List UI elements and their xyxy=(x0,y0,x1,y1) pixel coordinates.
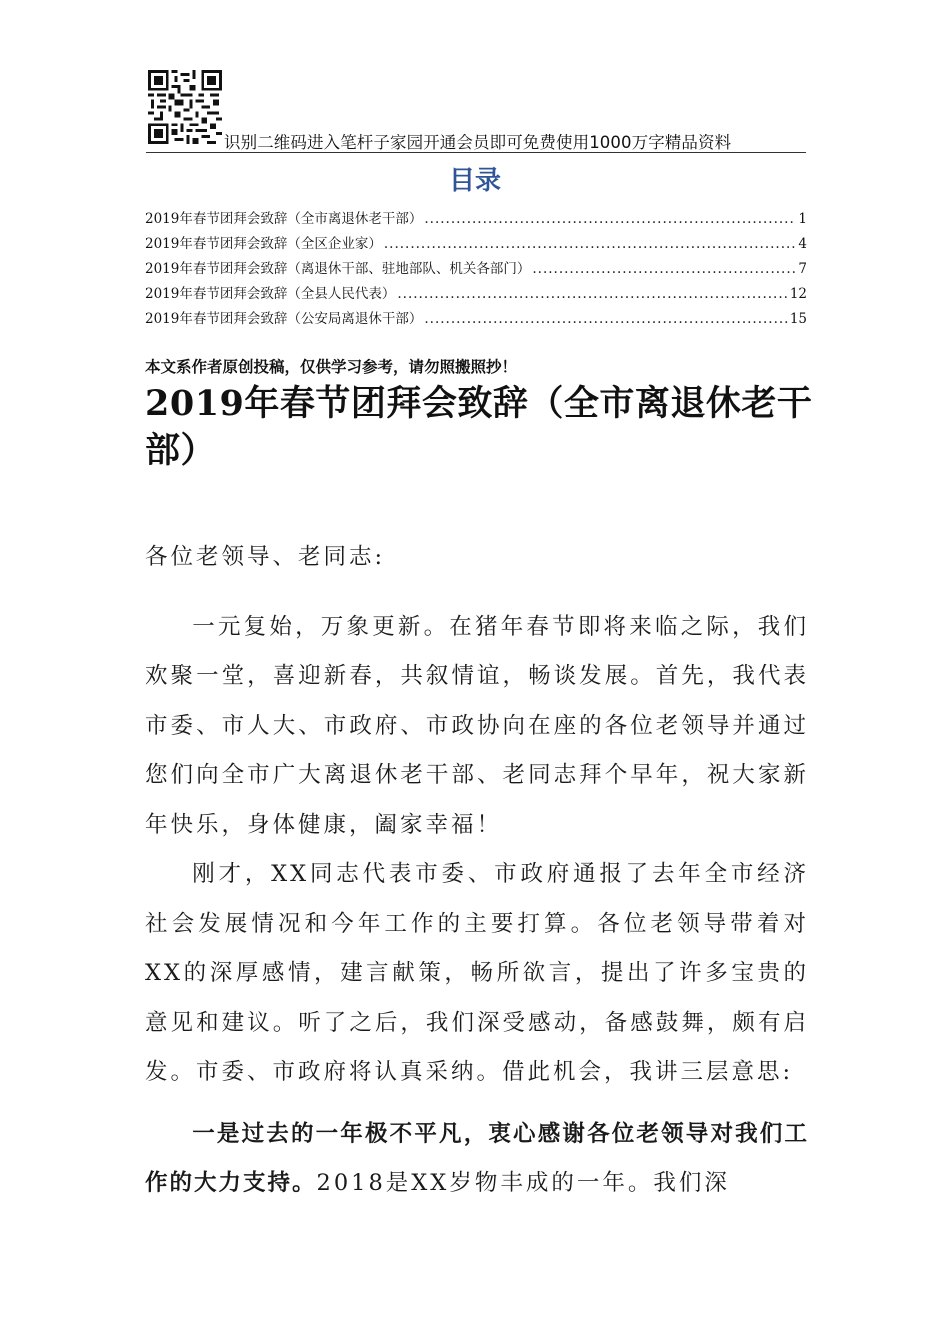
toc-leader-dots xyxy=(424,211,796,227)
toc-title: 目录 xyxy=(448,166,501,196)
toc-entry-page: 4 xyxy=(798,236,807,252)
toc-leader-dots xyxy=(424,311,787,327)
toc-entry-title: 2019年春节团拜会致辞（离退休干部、驻地部队、机关各部门） xyxy=(145,261,531,277)
paragraph-lead: 一是过去的一年极不平凡，衷心感谢各位老领导对我们工作的大力支持。 xyxy=(145,1120,809,1196)
salutation: 各位老领导、老同志: xyxy=(145,544,386,570)
toc-entry-page: 7 xyxy=(798,261,807,277)
toc-entry-page: 15 xyxy=(789,311,807,327)
toc-entry[interactable] xyxy=(145,207,807,232)
qr-code-icon[interactable] xyxy=(148,70,222,144)
copyright-notice: 本文系作者原创投稿，仅供学习参考，请勿照搬照抄！ xyxy=(145,357,518,376)
paragraph: 一元复始，万象更新。在猪年春节即将来临之际，我们欢聚一堂，喜迎新春，共叙情谊，畅谈发展。首先，我代表市委、市人大、市政府、市政协向在座的各位老领导并通过您们向全市广大离退休老干部、老同志拜个早年，祝大家新年快乐，身体健康，阖家幸福！ xyxy=(145,613,809,838)
header-banner: 识别二维码进入笔杆子家园开通会员即可免费使用1000万字精品资料 xyxy=(224,133,732,152)
spacer xyxy=(145,583,809,603)
article-title: 2019年春节团拜会致辞（全市离退休老干部） xyxy=(145,383,813,471)
article-body xyxy=(145,533,809,1209)
toc-entry[interactable] xyxy=(145,257,807,282)
spacer xyxy=(145,1098,809,1110)
toc-entry-title: 2019年春节团拜会致辞（公安局离退休干部） xyxy=(145,311,423,327)
toc-entry-page: 1 xyxy=(798,211,807,227)
paragraph: 刚才，XX同志代表市委、市政府通报了去年全市经济社会发展情况和今年工作的主要打算。各位老领导带着对XX的深厚感情，建言献策，畅所欲言，提出了许多宝贵的意见和建议。听了之后，我们深受感动，备感鼓舞，颇有启发。市委、市政府将认真采纳。借此机会，我讲三层意思: xyxy=(145,861,809,1085)
toc-leader-dots xyxy=(397,286,787,302)
table-of-contents xyxy=(145,207,807,332)
paragraph-text: 2018是XX岁物丰成的一年。我们深 xyxy=(316,1170,730,1196)
paragraph xyxy=(145,1110,809,1209)
header-divider xyxy=(146,152,806,153)
toc-entry[interactable] xyxy=(145,232,807,257)
toc-entry[interactable] xyxy=(145,307,807,332)
toc-entry-title: 2019年春节团拜会致辞（全县人民代表） xyxy=(145,286,396,302)
toc-entry-title: 2019年春节团拜会致辞（全区企业家） xyxy=(145,236,382,252)
toc-entry[interactable] xyxy=(145,282,807,307)
toc-entry-title: 2019年春节团拜会致辞（全市离退休老干部） xyxy=(145,211,423,227)
toc-entry-page: 12 xyxy=(789,286,807,302)
toc-leader-dots xyxy=(532,261,796,277)
toc-leader-dots xyxy=(384,236,797,252)
